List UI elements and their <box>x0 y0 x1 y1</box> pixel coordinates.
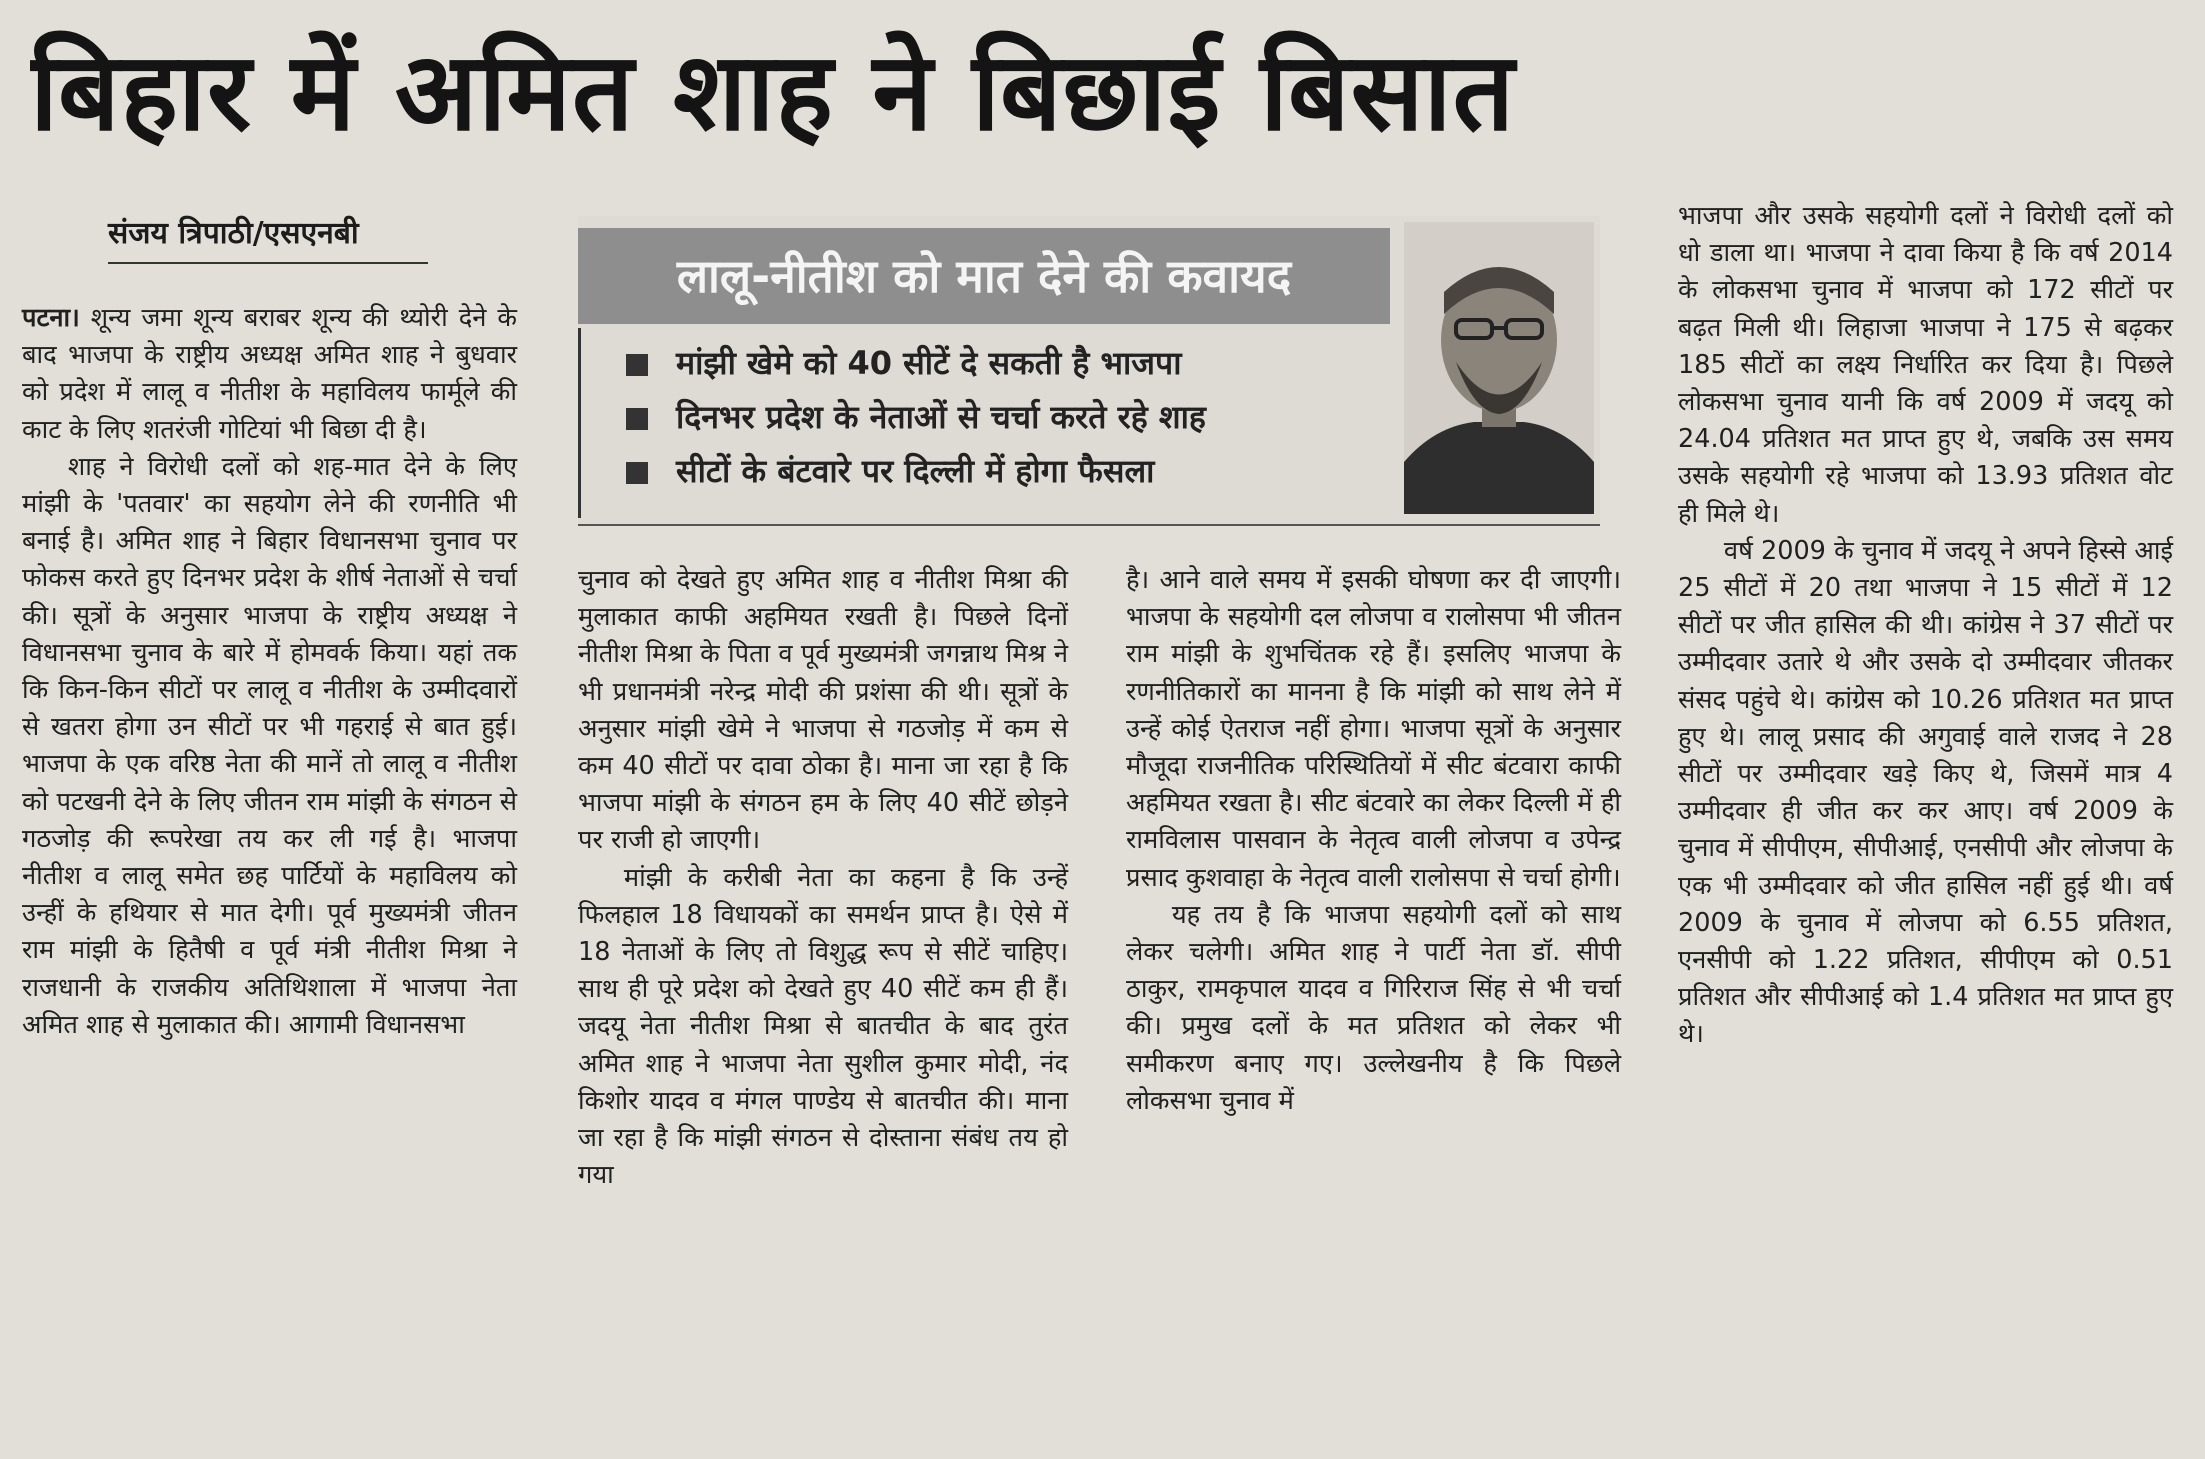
highlight-list <box>626 336 1206 498</box>
dateline: पटना। <box>22 303 80 333</box>
paragraph: मांझी के करीबी नेता का कहना है कि उन्हें फिलहाल 18 विधायकों का समर्थन प्राप्त है। ऐसे में 18 नेताओं के लिए तो विशुद्ध रूप से सीटें चाहिए। साथ ही पूरे प्रदेश को देखते हुए 40 सीटें कम ही हैं। जदयू नेता नीतीश मिश्रा से बातचीत के बाद तुरंत अमित शाह ने भाजपा नेता सुशील कुमार मोदी, नंद किशोर यादव व मंगल पाण्डेय से बातचीत की। माना जा रहा है कि मांझी संगठन से दोस्ताना संबंध तय हो गया <box>578 862 1068 1191</box>
highlight-box <box>578 216 1600 524</box>
paragraph: वर्ष 2009 के चुनाव में जदयू ने अपने हिस्से आई 25 सीटों में 20 तथा भाजपा ने 15 सीटों में 12 सीटों पर जीत हासिल की थी। कांग्रेस ने 37 सीटों पर उम्मीदवार उतारे थे और उसके दो उम्मीदवार जीतकर संसद पहुंचे थे। कांग्रेस को 10.26 प्रतिशत मत प्राप्त हुए थे। लालू प्रसाद की अगुवाई वाले राजद ने 28 सीटों पर उम्मीदवार खड़े किए थे, जिसमें मात्र 4 उम्मीदवार ही जीत कर कर आए। वर्ष 2009 के चुनाव में सीपीएम, सीपीआई, एनसीपी और लोजपा के एक भी उम्मीदवार को जीत हासिल नहीं हुई थी। वर्ष 2009 के चुनाव में लोजपा को 6.55 प्रतिशत, एनसीपी को 1.22 प्रतिशत, सीपीएम को 0.51 प्रतिशत और सीपीआई को 1.4 प्रतिशत मत प्राप्त हुए थे। <box>1678 535 2173 1050</box>
paragraph: चुनाव को देखते हुए अमित शाह व नीतीश मिश्रा की मुलाकात काफी अहमियत रखती है। पिछले दिनों नीतीश मिश्रा के पिता व पूर्व मुख्यमंत्री जगन्नाथ मिश्र ने भी प्रधानमंत्री नरेन्द्र मोदी की प्रशंसा की थी। सूत्रों के अनुसार मांझी खेमे ने भाजपा से गठजोड़ में कम से कम 40 सीटों पर दावा ठोका है। माना जा रहा है कि भाजपा मांझी के संगठन हम के लिए 40 सीटें छोड़ने पर राजी हो जाएगी। <box>578 565 1068 856</box>
column-3 <box>1126 562 1621 1120</box>
paragraph: भाजपा और उसके सहयोगी दलों ने विरोधी दलों को धो डाला था। भाजपा ने दावा किया है कि वर्ष 2014 के लोकसभा चुनाव में भाजपा को 172 सीटों पर बढ़त मिली थी। लिहाजा भाजपा ने 175 से बढ़कर 185 सीटों का लक्ष्य निर्धारित कर दिया है। पिछले लोकसभा चुनाव यानी कि वर्ष 2009 में जदयू को 24.04 प्रतिशत मत प्राप्त हुए थे, जबकि उस समय उसके सहयोगी रहे भाजपा को 13.93 प्रतिशत वोट ही मिले थे। <box>1678 201 2173 529</box>
paragraph: पटना। शून्य जमा शून्य बराबर शून्य की थ्योरी देने के बाद भाजपा के राष्ट्रीय अध्यक्ष अमित शाह ने बुधवार को प्रदेश में लालू व नीतीश के महाविलय फार्मूले की काट के लिए शतरंजी गोटियां भी बिछा दी है। <box>22 303 518 445</box>
column-2 <box>578 562 1068 1194</box>
kicker-banner: लालू-नीतीश को मात देने की कवायद <box>578 228 1390 324</box>
bullet-square-icon <box>626 408 648 430</box>
bullet-square-icon <box>626 462 648 484</box>
box-divider <box>578 328 581 518</box>
byline: संजय त्रिपाठी/एसएनबी <box>108 212 428 264</box>
headline: बिहार में अमित शाह ने बिछाई बिसात <box>30 30 1516 155</box>
portrait-icon <box>1404 222 1594 514</box>
portrait-photo <box>1404 222 1594 514</box>
highlight-item: दिनभर प्रदेश के नेताओं से चर्चा करते रहे शाह <box>626 390 1206 444</box>
highlight-item: मांझी खेमे को 40 सीटें दे सकती है भाजपा <box>626 336 1206 390</box>
box-bottom-rule <box>578 524 1600 526</box>
paragraph: यह तय है कि भाजपा सहयोगी दलों को साथ लेकर चलेगी। अमित शाह ने पार्टी नेता डॉ. सीपी ठाकुर, रामकृपाल यादव व गिरिराज सिंह से भी चर्चा की। प्रमुख दलों के मत प्रतिशत को लेकर भी समीकरण बनाए गए। उल्लेखनीय है कि पिछले लोकसभा चुनाव में <box>1126 899 1621 1116</box>
paragraph: है। आने वाले समय में इसकी घोषणा कर दी जाएगी। भाजपा के सहयोगी दल लोजपा व रालोसपा भी जीतन राम मांझी के शुभचिंतक रहे हैं। इसलिए भाजपा के रणनीतिकारों का मानना है कि मांझी को साथ लेने में उन्हें कोई ऐतराज नहीं होगा। भाजपा सूत्रों के अनुसार मौजूदा राजनीतिक परिस्थितियों में सीट बंटवारा काफी अहमियत रखता है। सीट बंटवारे का लेकर दिल्ली में ही रामविलास पासवान के नेतृत्व वाली लोजपा व उपेन्द्र प्रसाद कुशवाहा के नेतृत्व वाली रालोसपा से चर्चा होगी। <box>1126 565 1621 893</box>
column-4 <box>1678 198 2173 1054</box>
bullet-square-icon <box>626 354 648 376</box>
highlight-item: सीटों के बंटवारे पर दिल्ली में होगा फैसला <box>626 444 1206 498</box>
paragraph: शाह ने विरोधी दलों को शह-मात देने के लिए मांझी के 'पतवार' का सहयोग लेने की रणनीति भी बनाई है। अमित शाह ने बिहार विधानसभा चुनाव पर फोकस करते हुए दिनभर प्रदेश के शीर्ष नेताओं से चर्चा की। सूत्रों के अनुसार भाजपा के राष्ट्रीय अध्यक्ष ने विधानसभा चुनाव के बारे में होमवर्क किया। यहां तक कि किन-किन सीटों पर लालू व नीतीश के उम्मीदवारों से खतरा होगा उन सीटों पर भी गहराई से बात हुई। भाजपा के एक वरिष्ठ नेता की मानें तो लालू व नीतीश को पटखनी देने के लिए जीतन राम मांझी के संगठन से गठजोड़ की रूपरेखा तय कर ली गई है। भाजपा नीतीश व लालू समेत छह पार्टियों के महाविलय को उन्हीं के हथियार से मात देगी। पूर्व मुख्यमंत्री जीतन राम मांझी के हितैषी व पूर्व मंत्री नीतीश मिश्रा ने राजधानी के राजकीय अतिथिशाला में भाजपा नेता अमित शाह से मुलाकात की। आगामी विधानसभा <box>22 451 517 1040</box>
column-1 <box>22 300 517 1044</box>
